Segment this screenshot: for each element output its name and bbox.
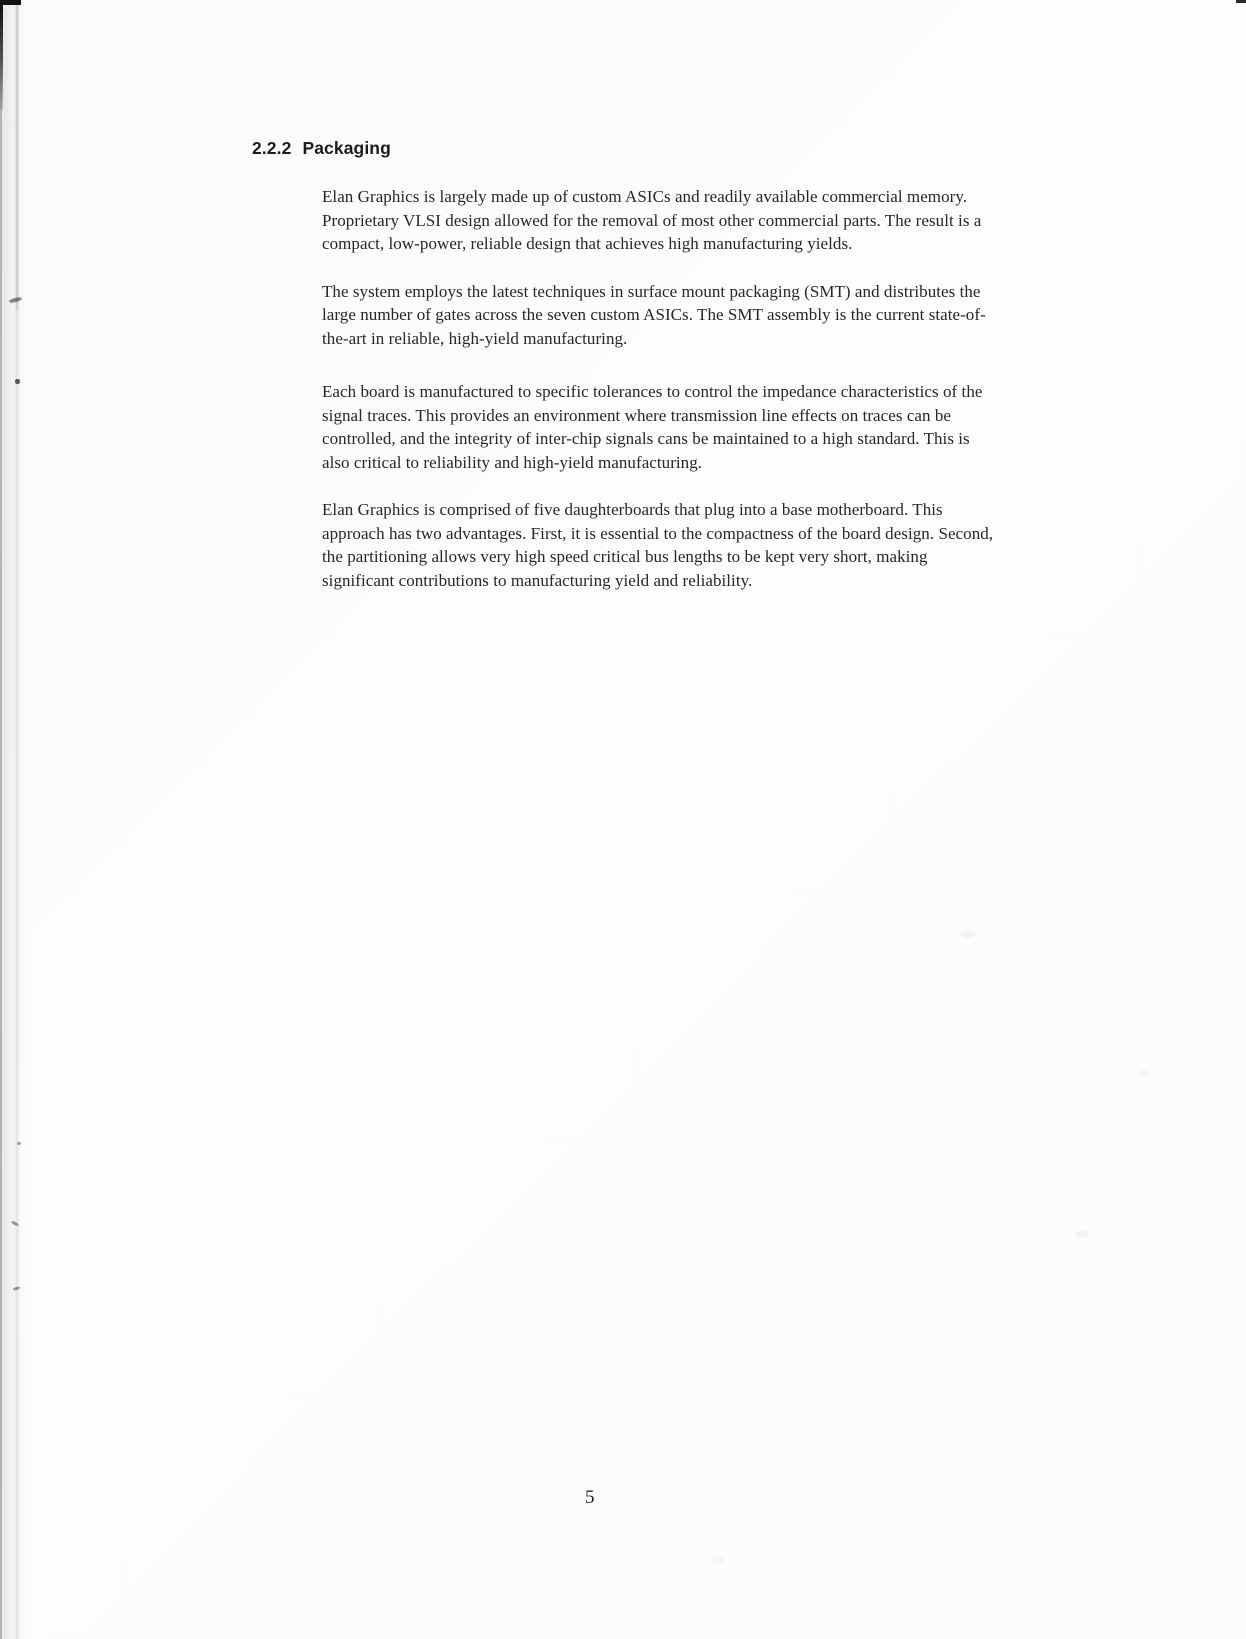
text-line: compact, low-power, reliable design that achieves high manufacturing yields. [322, 234, 853, 253]
text-line: The system employs the latest techniques in surface mount packaging (SMT) and distributes the [322, 281, 981, 301]
scan-left-edge-dark-mark [0, 0, 3, 110]
scan-smudge [712, 1556, 726, 1564]
text-line: the partitioning allows very high speed critical bus lengths to be kept very short, making [322, 547, 928, 566]
scan-corner-mark-top-left [0, 0, 21, 5]
scan-speck [15, 379, 20, 384]
text-line: Each board is manufactured to specific tolerances to control the impedance characteristics of the [322, 382, 983, 401]
text-line: also critical to reliability and high-yield manufacturing. [322, 452, 703, 472]
section-heading [252, 138, 391, 159]
text-line: signal traces. This provides an environment where transmission line effects on traces can be [322, 405, 952, 425]
scan-speck [17, 1142, 21, 1145]
paragraph [322, 498, 1078, 592]
body-text [322, 185, 1078, 616]
text-line: controlled, and the integrity of inter-chip signals cans be maintained to a high standard. This is [322, 429, 970, 448]
scan-smudge [1138, 1070, 1150, 1077]
section-number: 2.2.2 [252, 138, 292, 158]
scan-smudge [960, 930, 976, 939]
paragraph [322, 280, 1078, 351]
scan-smudge [1076, 1230, 1089, 1238]
section-title: Packaging [302, 138, 391, 158]
scan-left-edge-line [0, 0, 2, 1639]
page-number: 5 [585, 1487, 595, 1508]
scan-corner-mark-top-right [1236, 0, 1246, 3]
text-line: the-art in reliable, high-yield manufacturing. [322, 328, 628, 348]
paragraph [322, 380, 1078, 474]
text-line: large number of gates across the seven custom ASICs. The SMT assembly is the current state-of- [322, 305, 986, 324]
text-line: significant contributions to manufacturing yield and reliability. [322, 570, 753, 590]
text-line: Elan Graphics is largely made up of custom ASICs and readily available commercial memory. [322, 187, 968, 206]
text-line: Elan Graphics is comprised of five daughterboards that plug into a base motherboard. This [322, 500, 943, 519]
paragraph [322, 185, 1078, 256]
binding-crease-line-top [15, 0, 19, 310]
text-line: Proprietary VLSI design allowed for the removal of most other commercial parts. The result is a [322, 210, 982, 230]
text-line: approach has two advantages. First, it is essential to the compactness of the board design. Second, [322, 523, 994, 543]
